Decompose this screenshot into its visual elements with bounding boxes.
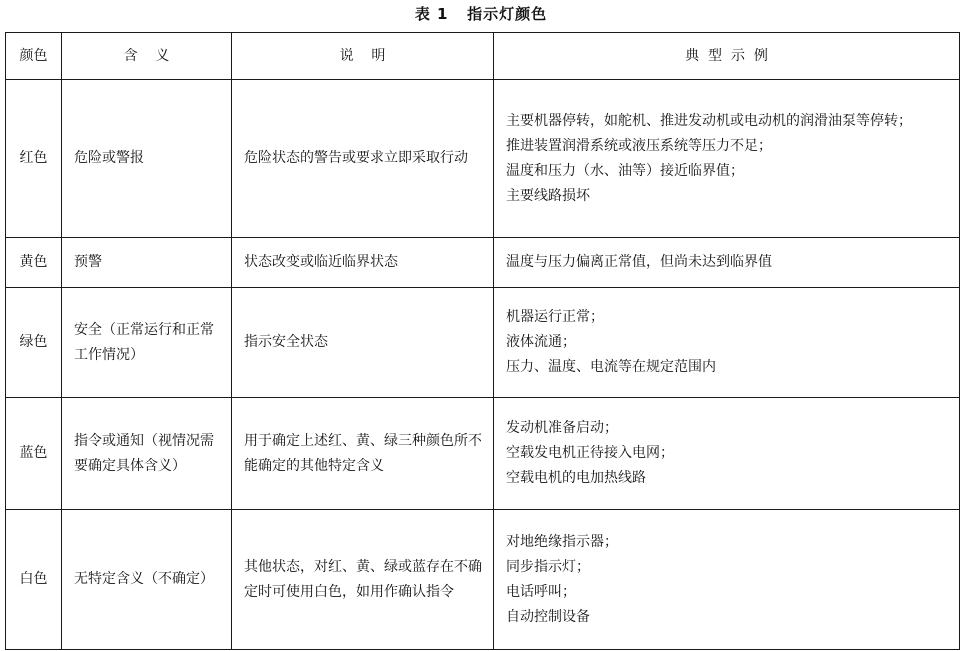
meaning-cell	[62, 510, 232, 650]
header-example-label: 典 型 示 例	[685, 47, 768, 64]
table-title: 表 1 指示灯颜色	[414, 5, 548, 23]
header-example	[494, 33, 960, 80]
example-line: 温度与压力偏离正常值，但尚未达到临界值	[506, 254, 772, 270]
example-line: 对地绝缘指示器；	[506, 533, 618, 550]
header-description-label: 说 明	[339, 47, 386, 64]
description-text: 用于确定上述红、黄、绿三种颜色所不能确定的其他特定含义	[244, 432, 482, 474]
table-row-yellow	[6, 238, 960, 288]
meaning-text: 指令或通知（视情况需要确定具体含义）	[74, 432, 214, 474]
example-line: 主要机器停转，如舵机、推进发动机或电动机的润滑油泵等停转；	[506, 112, 912, 129]
meaning-cell	[62, 288, 232, 398]
example-line: 发动机准备启动；	[506, 420, 618, 436]
meaning-text: 预警	[74, 254, 102, 270]
meaning-text: 无特定含义（不确定）	[74, 571, 214, 587]
table-row-red	[6, 80, 960, 238]
header-description	[232, 33, 494, 80]
example-cell	[494, 398, 960, 510]
example-cell	[494, 288, 960, 398]
description-text: 指示安全状态	[244, 334, 328, 350]
description-text: 其他状态，对红、黄、绿或蓝存在不确定时可使用白色，如用作确认指令	[244, 558, 482, 600]
header-meaning-label: 含 义	[123, 47, 170, 64]
table-row-green	[6, 288, 960, 398]
example-cell	[494, 80, 960, 238]
color-cell	[6, 398, 62, 510]
header-meaning	[62, 33, 232, 80]
example-line: 温度和压力（水、油等）接近临界值；	[506, 162, 744, 179]
color-cell	[6, 238, 62, 288]
header-color-label: 颜色	[19, 47, 48, 64]
color-cell	[6, 80, 62, 238]
meaning-text: 危险或警报	[74, 150, 144, 166]
description-cell	[232, 510, 494, 650]
example-line: 自动控制设备	[506, 608, 590, 625]
meaning-text: 安全（正常运行和正常工作情况）	[74, 321, 214, 363]
color-cell	[6, 510, 62, 650]
description-cell	[232, 398, 494, 510]
description-text: 状态改变或临近临界状态	[244, 254, 398, 270]
example-line: 同步指示灯；	[506, 558, 590, 575]
description-text: 危险状态的警告或要求立即采取行动	[244, 150, 468, 166]
example-line: 推进装置润滑系统或液压系统等压力不足；	[506, 137, 772, 154]
meaning-cell	[62, 80, 232, 238]
example-cell	[494, 238, 960, 288]
example-line: 液体流通；	[506, 334, 576, 350]
example-line: 机器运行正常；	[506, 309, 604, 325]
description-cell	[232, 238, 494, 288]
description-cell	[232, 80, 494, 238]
example-line: 空载电机的电加热线路	[506, 470, 646, 486]
example-cell	[494, 510, 960, 650]
example-line: 压力、温度、电流等在规定范围内	[506, 359, 716, 375]
color-label: 黄色	[19, 254, 48, 270]
example-line: 主要线路损坏	[506, 187, 590, 204]
color-label: 红色	[19, 150, 48, 166]
meaning-cell	[62, 398, 232, 510]
color-label: 绿色	[19, 334, 48, 350]
example-line: 电话呼叫；	[506, 583, 576, 600]
color-label: 蓝色	[19, 445, 48, 461]
color-label: 白色	[19, 571, 48, 587]
meaning-cell	[62, 238, 232, 288]
table-row-blue	[6, 398, 960, 510]
color-cell	[6, 288, 62, 398]
indicator-color-table	[5, 32, 960, 650]
header-color	[6, 33, 62, 80]
table-header-row	[6, 33, 960, 80]
table-row-white	[6, 510, 960, 650]
description-cell	[232, 288, 494, 398]
example-line: 空载发电机正待接入电网；	[506, 445, 674, 461]
